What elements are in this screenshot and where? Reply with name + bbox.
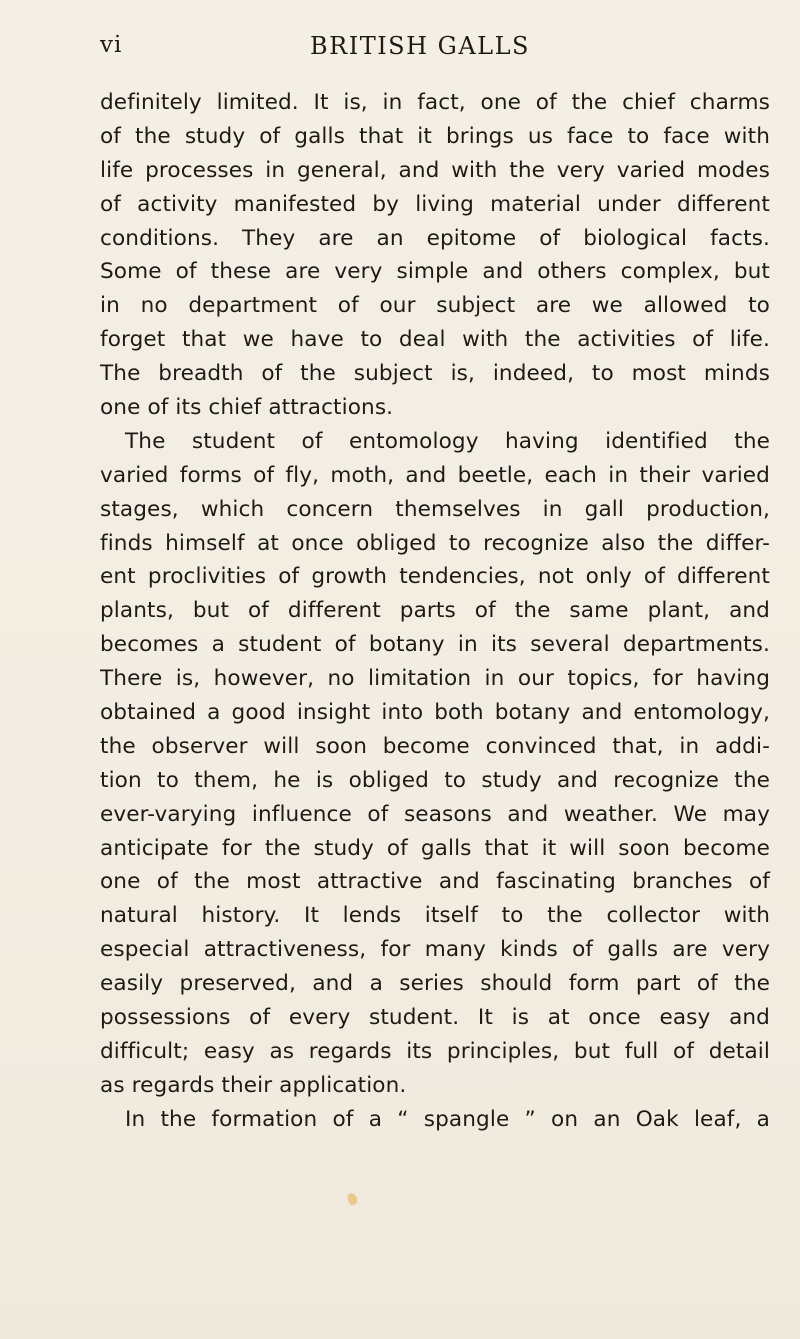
text-line: forget that we have to deal with the activities of life.	[100, 327, 770, 353]
text-line: one of the most attractive and fascinating branches of	[100, 869, 770, 895]
text-line: definitely limited. It is, in fact, one of the chief charms	[100, 90, 770, 115]
text-line: The student of entomology having identified the	[125, 428, 770, 454]
text-line: one of its chief attractions.	[100, 395, 394, 421]
text-line: anticipate for the study of galls that it will soon become	[100, 835, 770, 861]
text-line: Some of these are very simple and others complex, but	[100, 259, 770, 285]
text-line: difficult; easy as regards its principles, but full of detail	[100, 1038, 770, 1064]
text-line: There is, however, no limitation in our topics, for having	[100, 666, 770, 692]
text-line: of activity manifested by living material under different	[100, 191, 770, 217]
text-line: In the formation of a “ spangle ” on an Oak leaf, a	[125, 1106, 770, 1132]
page-header	[0, 32, 800, 72]
text-line: of the study of galls that it brings us face to face with	[100, 123, 770, 149]
text-line: The breadth of the subject is, indeed, to most minds	[100, 361, 770, 387]
text-line: ent proclivities of growth tendencies, not only of different	[100, 564, 770, 590]
text-line: natural history. It lends itself to the collector with	[100, 903, 770, 929]
text-line: conditions. They are an epitome of biological facts.	[100, 225, 770, 251]
text-line: stages, which concern themselves in gall production,	[100, 496, 770, 522]
text-line: the observer will soon become convinced that, in addi-	[100, 733, 770, 759]
text-line: tion to them, he is obliged to study and recognize the	[100, 767, 770, 793]
text-line: becomes a student of botany in its several departments.	[100, 632, 770, 658]
paper-stain	[346, 1192, 358, 1206]
text-line: ever-varying influence of seasons and weather. We may	[100, 801, 770, 827]
text-line: especial attractiveness, for many kinds of galls are very	[100, 937, 770, 963]
running-title: BRITISH GALLS	[310, 32, 530, 60]
text-line: in no department of our subject are we allowed to	[100, 293, 770, 319]
text-line: possessions of every student. It is at once easy and	[100, 1005, 770, 1031]
text-line: obtained a good insight into both botany and entomology,	[100, 700, 770, 726]
text-line: varied forms of fly, moth, and beetle, each in their varied	[100, 462, 770, 488]
text-line: as regards their application.	[100, 1072, 407, 1098]
text-line: easily preserved, and a series should form part of the	[100, 971, 770, 997]
text-line: finds himself at once obliged to recognize also the differ-	[100, 530, 770, 556]
text-line: life processes in general, and with the very varied modes	[100, 157, 770, 183]
text-line: plants, but of different parts of the same plant, and	[100, 598, 770, 624]
body-text	[100, 86, 770, 1137]
page-number: vi	[100, 32, 123, 58]
